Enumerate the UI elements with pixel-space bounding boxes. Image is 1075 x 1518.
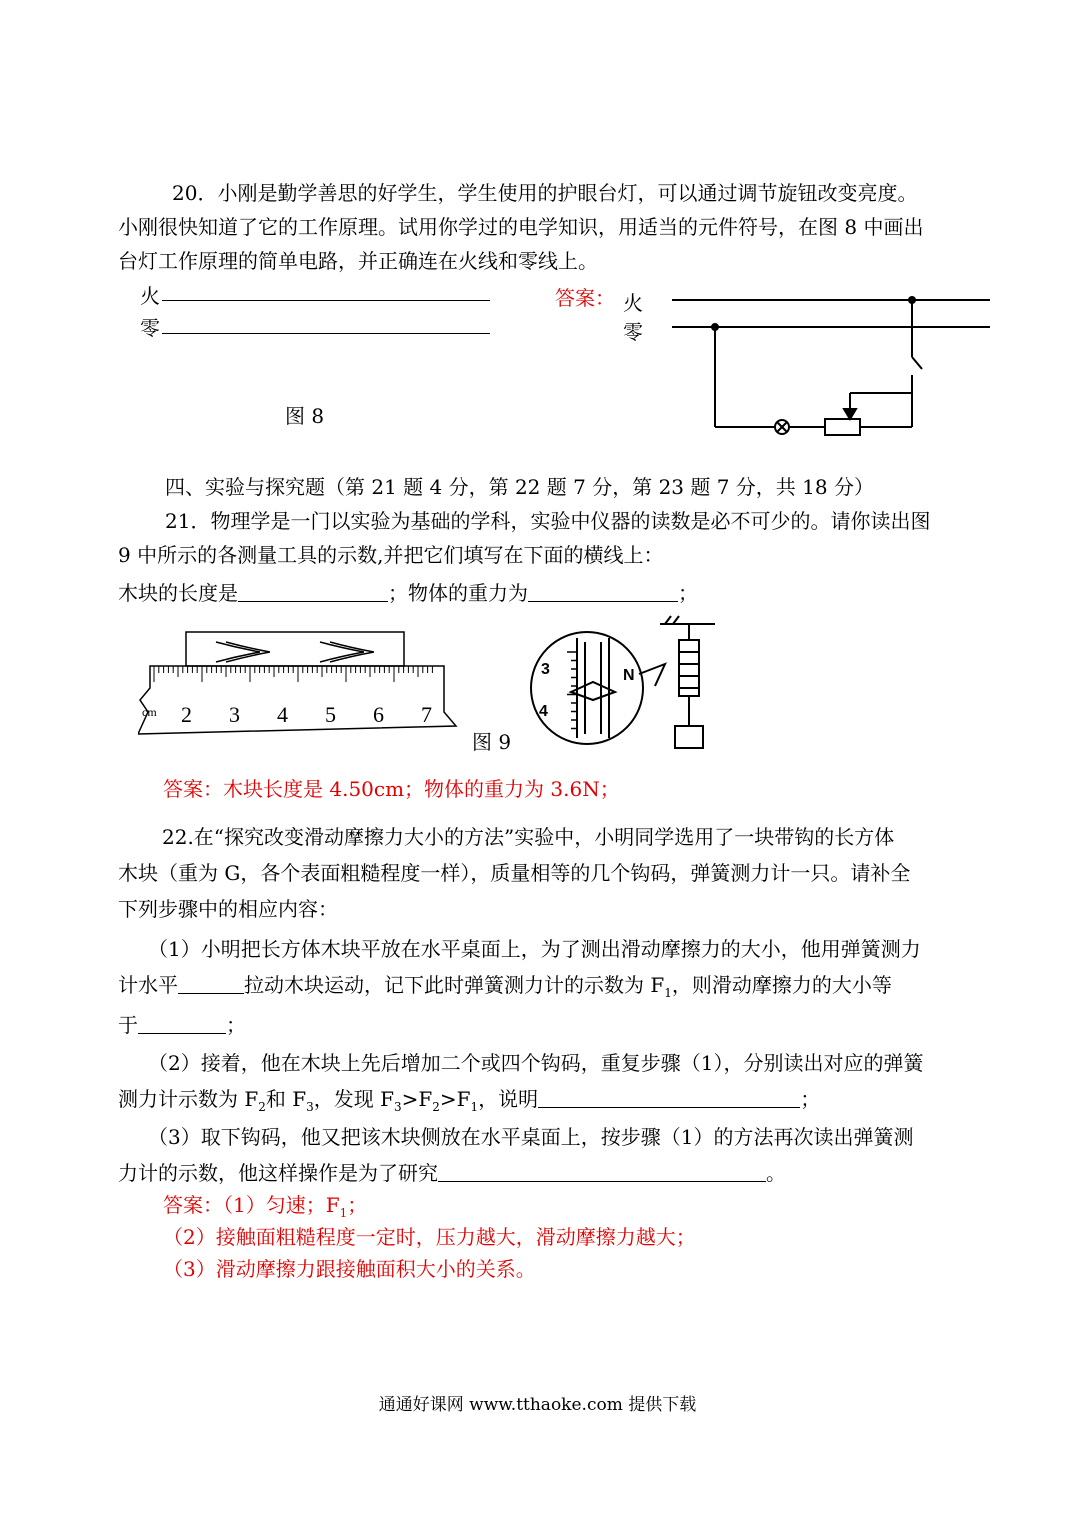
- ruler-tick-label: 5: [325, 702, 336, 727]
- answer-circuit-diagram: [660, 285, 1000, 445]
- q22-answer-3: （3）滑动摩擦力跟接触面积大小的关系。: [163, 1257, 536, 1281]
- fig8-caption: 图 8: [285, 404, 325, 428]
- q22-subscript: 3: [306, 1100, 314, 1114]
- q21-fill-line: [118, 576, 698, 610]
- q22-step1-line-1: （1）小明把长方体木块平放在水平桌面上，为了测出滑动摩擦力的大小，他用弹簧测力: [148, 937, 921, 961]
- q20-answer-label: 答案：: [555, 286, 615, 310]
- q21-length-label: 木块的长度是: [118, 581, 238, 605]
- q22-speed-blank[interactable]: [178, 971, 244, 994]
- meter-unit-letter: N: [623, 667, 635, 684]
- q22-text: 于: [118, 1013, 138, 1037]
- q22-subscript: 3: [393, 1100, 402, 1114]
- q22-answer-subscript: 1: [339, 1206, 348, 1220]
- q22-intro-3: 下列步骤中的相应内容：: [118, 897, 338, 921]
- q20-line-3: 台灯工作原理的简单电路，并正确连在火线和零线上。: [118, 249, 598, 273]
- meter-tick-label: 3: [541, 661, 550, 678]
- page-footer: 通通好课网 www.tthaoke.com 提供下载: [378, 1395, 697, 1415]
- spring-balance-diagram: [525, 612, 725, 757]
- q20-line-1: 20．小刚是勤学善思的好学生，学生使用的护眼台灯，可以通过调节旋钮改变亮度。: [172, 181, 918, 205]
- fig8-live-label: 火: [140, 284, 160, 308]
- q22-text: 计水平: [118, 973, 178, 997]
- q21-line-2: 9 中所示的各测量工具的示数,并把它们填写在下面的横线上：: [118, 543, 664, 567]
- q20-line-2: 小刚很快知道了它的工作原理。试用你学过的电学知识，用适当的元件符号，在图 8 中画出: [118, 215, 924, 239]
- q22-answer-text: 答案：（1）匀速；F: [163, 1193, 340, 1217]
- q22-text: 力计的示数，他这样操作是为了研究: [118, 1161, 438, 1185]
- ruler-tick-label: 6: [373, 702, 384, 727]
- q22-step3-line-1: （3）取下钩码，他又把该木块侧放在水平桌面上，按步骤（1）的方法再次读出弹簧测: [148, 1125, 914, 1149]
- q22-friction-blank[interactable]: [138, 1011, 226, 1034]
- circuit-live-label: 火: [623, 291, 643, 315]
- circuit-neutral-label: 零: [623, 320, 643, 344]
- q21-end: ；: [678, 581, 698, 605]
- q22-text: 和 F: [265, 1087, 307, 1111]
- q22-text: ；: [800, 1087, 821, 1111]
- ruler-tick-label: 7: [421, 702, 432, 727]
- q22-answer-text: ；: [347, 1193, 368, 1217]
- meter-tick-label: 4: [539, 703, 548, 720]
- q22-step1-line-2: [118, 968, 892, 1010]
- q22-step3-line-2: [118, 1156, 786, 1190]
- q22-step2-line-1: （2）接着，他在木块上先后增加二个或四个钩码，重复步骤（1），分别读出对应的弹簧: [148, 1051, 924, 1075]
- q22-intro-2: 木块（重为 G，各个表面粗糙程度一样），质量相等的几个钩码，弹簧测力计一只。请补全: [118, 861, 911, 885]
- ruler-unit-label: cm: [142, 705, 157, 719]
- q22-purpose-blank[interactable]: [438, 1159, 766, 1182]
- q21-answer: 答案：木块长度是 4.50cm；物体的重力为 3.6N；: [163, 777, 620, 801]
- q22-text: 。: [766, 1161, 786, 1185]
- q22-subscript: 1: [470, 1100, 479, 1114]
- q22-text: ，则滑动摩擦力的大小等: [671, 973, 892, 997]
- q22-conclusion-blank[interactable]: [538, 1085, 800, 1108]
- q22-subscript: 2: [432, 1100, 440, 1114]
- q22-step1-line-3: [118, 1008, 246, 1042]
- q21-weight-blank[interactable]: [528, 579, 678, 602]
- q21-weight-label: ；物体的重力为: [388, 581, 528, 605]
- q22-text: 测力计示数为 F: [118, 1087, 259, 1111]
- section4-title: 四、实验与探究题（第 21 题 4 分，第 22 题 7 分，第 23 题 7 分，共 18 分）: [165, 475, 874, 499]
- ruler-with-block-diagram: [138, 630, 458, 740]
- fig8-neutral-line: [162, 333, 490, 334]
- q22-step2-line-2: [118, 1082, 820, 1124]
- q22-text: ，发现 F: [313, 1087, 394, 1111]
- q22-answer-2: （2）接触面粗糙程度一定时，压力越大，滑动摩擦力越大；: [163, 1225, 696, 1249]
- q22-text: ；: [226, 1013, 246, 1037]
- ruler-tick-label: 2: [181, 702, 192, 727]
- q22-text: ，说明: [478, 1087, 539, 1111]
- q22-text: >F: [439, 1087, 471, 1111]
- q22-subscript: 2: [258, 1100, 266, 1114]
- q21-length-blank[interactable]: [238, 579, 388, 602]
- fig9-caption: 图 9: [472, 730, 512, 754]
- ruler-tick-label: 3: [229, 702, 240, 727]
- fig8-live-line: [162, 300, 490, 301]
- q22-text: >F: [401, 1087, 433, 1111]
- q22-subscript: 1: [664, 986, 672, 1000]
- q22-intro-1: 22.在“探究改变滑动摩擦力大小的方法”实验中，小明同学选用了一块带钩的长方体: [162, 825, 895, 849]
- q21-line-1: 21．物理学是一门以实验为基础的学科，实验中仪器的读数是必不可少的。请你读出图: [165, 509, 931, 533]
- q22-text: 拉动木块运动，记下此时弹簧测力计的示数为 F: [244, 973, 665, 997]
- ruler-tick-label: 4: [277, 702, 288, 727]
- fig8-neutral-label: 零: [140, 316, 160, 340]
